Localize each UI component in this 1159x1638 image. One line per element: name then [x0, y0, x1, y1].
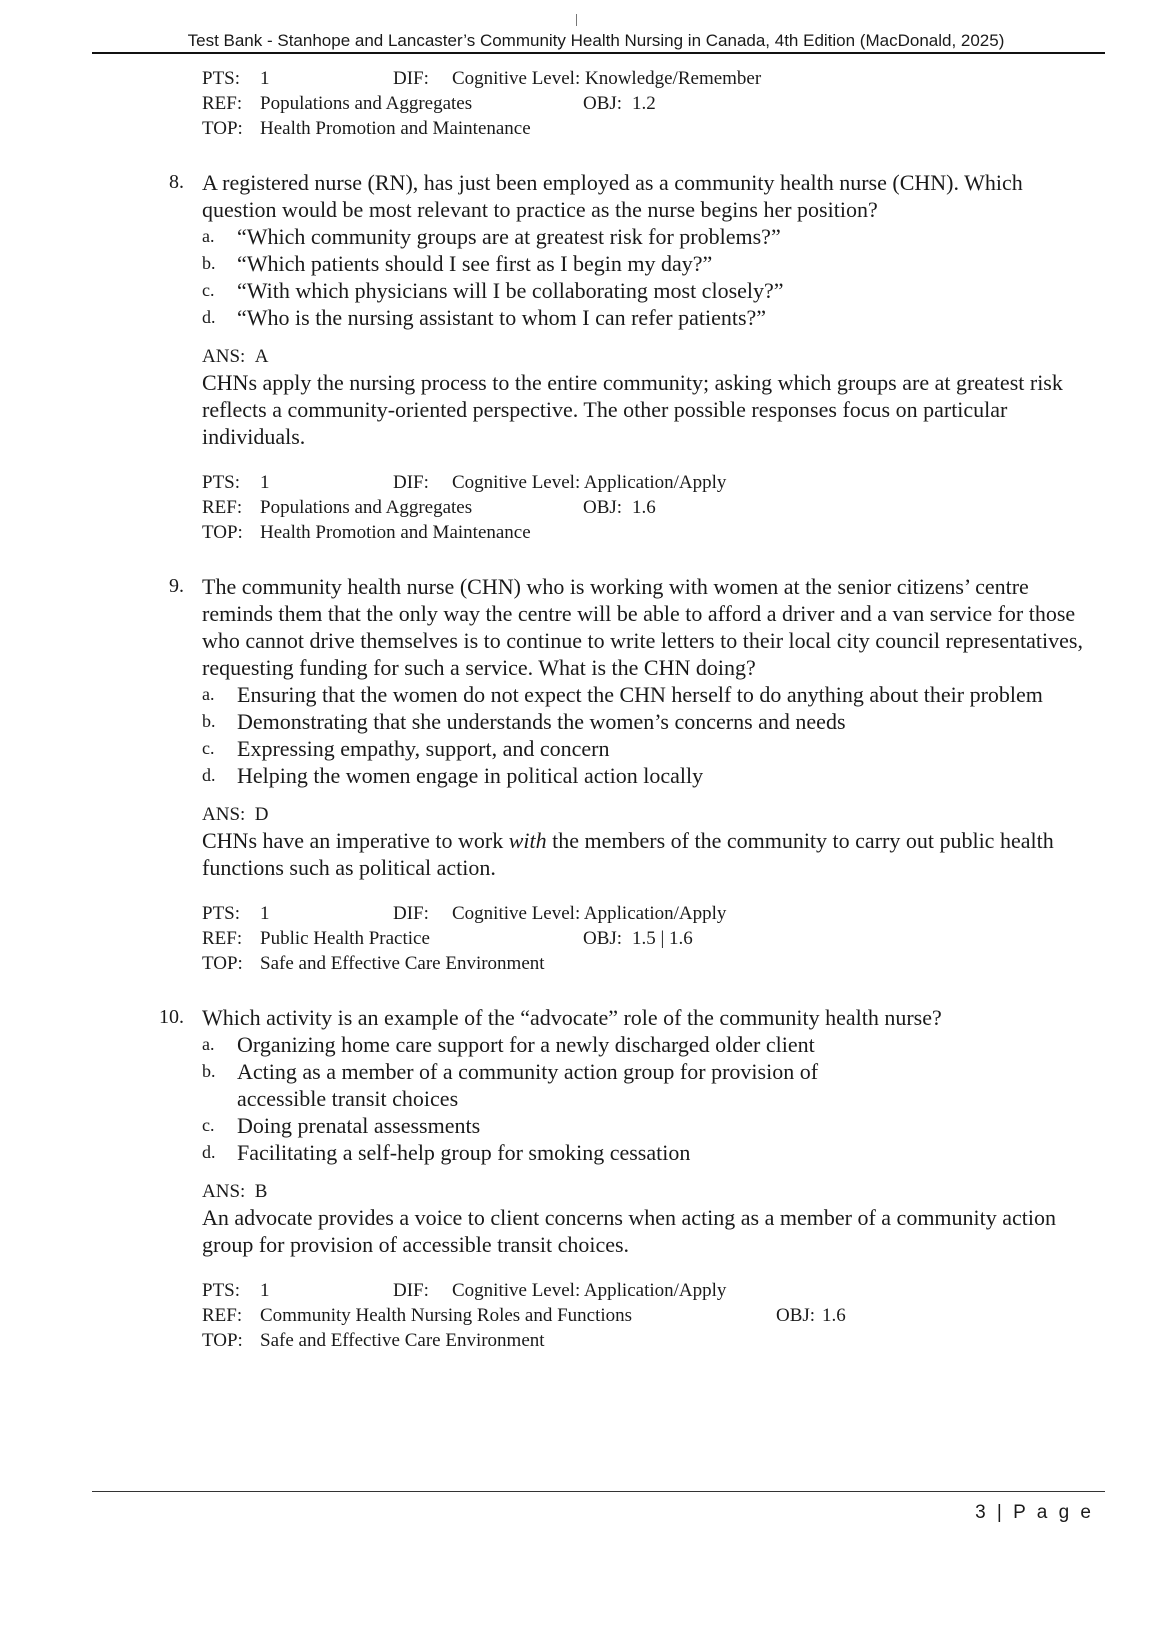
ans-value: A [254, 346, 269, 367]
page-number: 3 | P a g e [975, 1502, 1094, 1523]
question-meta [202, 901, 1088, 976]
option-letter: a. [202, 1034, 215, 1054]
meta-row-ref-obj [202, 1303, 1088, 1328]
dif-label: DIF: [393, 68, 429, 89]
dif-value: Cognitive Level: Knowledge/Remember [452, 68, 762, 89]
option-c [202, 1112, 1088, 1139]
ref-value: Populations and Aggregates [260, 93, 473, 114]
question-8 [158, 169, 1088, 545]
option-letter: b. [202, 253, 216, 273]
option-c [202, 277, 1088, 304]
dif-label: DIF: [393, 903, 429, 924]
top-value: Safe and Effective Care Environment [260, 1330, 545, 1351]
option-text: Acting as a member of a community action group for provision of accessible transit choices [237, 1059, 819, 1111]
option-text: Expressing empathy, support, and concern [237, 736, 610, 761]
answer-line [202, 344, 1088, 369]
option-letter: c. [202, 738, 215, 758]
header-divider [92, 52, 1105, 54]
rationale-text-before: CHNs have an imperative to work [202, 828, 509, 853]
option-a [202, 681, 1088, 708]
option-letter: c. [202, 1115, 215, 1135]
meta-row-top [202, 116, 1088, 141]
obj-label: OBJ: [776, 1305, 816, 1326]
dif-value: Cognitive Level: Application/Apply [452, 472, 727, 493]
top-value: Health Promotion and Maintenance [260, 118, 531, 139]
ans-value: D [254, 804, 269, 825]
pts-label: PTS: [202, 68, 241, 89]
option-letter: a. [202, 684, 215, 704]
dif-label: DIF: [393, 472, 429, 493]
pts-label: PTS: [202, 903, 241, 924]
obj-value: 1.6 [632, 497, 656, 518]
obj-label: OBJ: [583, 497, 623, 518]
question-number: 10. [159, 1006, 184, 1028]
pts-value: 1 [260, 1280, 270, 1301]
top-value: Health Promotion and Maintenance [260, 522, 531, 543]
meta-row-pts-dif [202, 66, 1088, 91]
footer-divider [92, 1491, 1105, 1492]
option-letter: d. [202, 765, 216, 785]
ref-label: REF: [202, 497, 243, 518]
page-content [158, 66, 1088, 1353]
top-label: TOP: [202, 953, 243, 974]
dif-label: DIF: [393, 1280, 429, 1301]
question-meta [202, 470, 1088, 545]
rationale-emphasis: with [508, 828, 547, 853]
option-b [202, 250, 1088, 277]
pts-label: PTS: [202, 472, 241, 493]
rationale-text-after: the members of the community to carry out public health functions such as political action. [202, 828, 1054, 880]
ans-label: ANS: [202, 1181, 246, 1202]
option-d [202, 304, 1088, 331]
meta-row-top [202, 1328, 1088, 1353]
meta-row-ref-obj [202, 91, 1088, 116]
obj-value: 1.2 [632, 93, 656, 114]
option-text: Facilitating a self-help group for smoking cessation [237, 1140, 691, 1165]
option-a [202, 1031, 1088, 1058]
option-letter: c. [202, 280, 215, 300]
pts-label: PTS: [202, 1280, 241, 1301]
question-10 [158, 1004, 1088, 1353]
ans-label: ANS: [202, 346, 246, 367]
option-text: “With which physicians will I be collaborating most closely?” [237, 278, 784, 303]
ans-label: ANS: [202, 804, 246, 825]
option-text: “Which patients should I see first as I begin my day?” [237, 251, 713, 276]
page-header: Test Bank - Stanhope and Lancaster’s Community Health Nursing in Canada, 4th Edition (MacDonald, 2025) [187, 31, 1005, 50]
question-number: 9. [169, 575, 184, 597]
option-text: “Which community groups are at greatest risk for problems?” [237, 224, 781, 249]
option-letter: b. [202, 711, 216, 731]
top-label: TOP: [202, 522, 243, 543]
question-9 [158, 573, 1088, 976]
option-d [202, 1139, 1088, 1166]
question-stem: A registered nurse (RN), has just been employed as a community health nurse (CHN). Which question would be most relevant to practice as the nurse begins her position? [202, 170, 1023, 222]
obj-value: 1.5 | 1.6 [632, 928, 693, 949]
header-tick-mark [576, 14, 577, 26]
top-label: TOP: [202, 1330, 243, 1351]
question-meta [202, 1278, 1088, 1353]
meta-row-top [202, 520, 1088, 545]
meta-row-ref-obj [202, 495, 1088, 520]
option-text: Demonstrating that she understands the women’s concerns and needs [237, 709, 846, 734]
ref-value: Public Health Practice [260, 928, 430, 949]
rationale: An advocate provides a voice to client concerns when acting as a member of a community action group for provision of accessible transit choices. [202, 1205, 1057, 1257]
top-value: Safe and Effective Care Environment [260, 953, 545, 974]
obj-label: OBJ: [583, 928, 623, 949]
option-letter: d. [202, 1142, 216, 1162]
option-text: Ensuring that the women do not expect the CHN herself to do anything about their problem [237, 682, 1043, 707]
question-stem: Which activity is an example of the “advocate” role of the community health nurse? [202, 1005, 942, 1030]
pts-value: 1 [260, 903, 270, 924]
option-letter: b. [202, 1061, 216, 1081]
answer-line [202, 1179, 1088, 1204]
option-text: Organizing home care support for a newly discharged older client [237, 1032, 815, 1057]
option-a [202, 223, 1088, 250]
pts-value: 1 [260, 68, 270, 89]
meta-row-top [202, 951, 1088, 976]
question-stem: The community health nurse (CHN) who is working with women at the senior citizens’ centre reminds them that the only way the centre will be able to afford a driver and a van service for those who cannot drive themselves is to continue to write letters to their local city council representatives, requesting funding for such a service. What is the CHN doing? [202, 574, 1083, 680]
dif-value: Cognitive Level: Application/Apply [452, 903, 727, 924]
top-label: TOP: [202, 118, 243, 139]
option-letter: a. [202, 226, 215, 246]
ans-value: B [254, 1181, 268, 1202]
meta-row-pts-dif [202, 1278, 1088, 1303]
rationale [202, 827, 1088, 881]
ref-value: Community Health Nursing Roles and Functions [260, 1305, 633, 1326]
ref-label: REF: [202, 1305, 243, 1326]
option-letter: d. [202, 307, 216, 327]
option-text: Doing prenatal assessments [237, 1113, 481, 1138]
question-number: 8. [169, 171, 184, 193]
rationale: CHNs apply the nursing process to the entire community; asking which groups are at greatest risk reflects a community-oriented perspective. The other possible responses focus on particular individuals. [202, 370, 1063, 449]
pts-value: 1 [260, 472, 270, 493]
meta-row-pts-dif [202, 901, 1088, 926]
ref-label: REF: [202, 93, 243, 114]
obj-label: OBJ: [583, 93, 623, 114]
option-b [202, 708, 1088, 735]
obj-value: 1.6 [822, 1305, 846, 1326]
ref-label: REF: [202, 928, 243, 949]
option-d [202, 762, 1088, 789]
answer-line [202, 802, 1088, 827]
prev-question-meta [202, 66, 1088, 141]
meta-row-ref-obj [202, 926, 1088, 951]
meta-row-pts-dif [202, 470, 1088, 495]
option-text: Helping the women engage in political action locally [237, 763, 704, 788]
option-c [202, 735, 1088, 762]
dif-value: Cognitive Level: Application/Apply [452, 1280, 727, 1301]
option-text: “Who is the nursing assistant to whom I can refer patients?” [237, 305, 767, 330]
ref-value: Populations and Aggregates [260, 497, 473, 518]
option-b [202, 1058, 1088, 1112]
